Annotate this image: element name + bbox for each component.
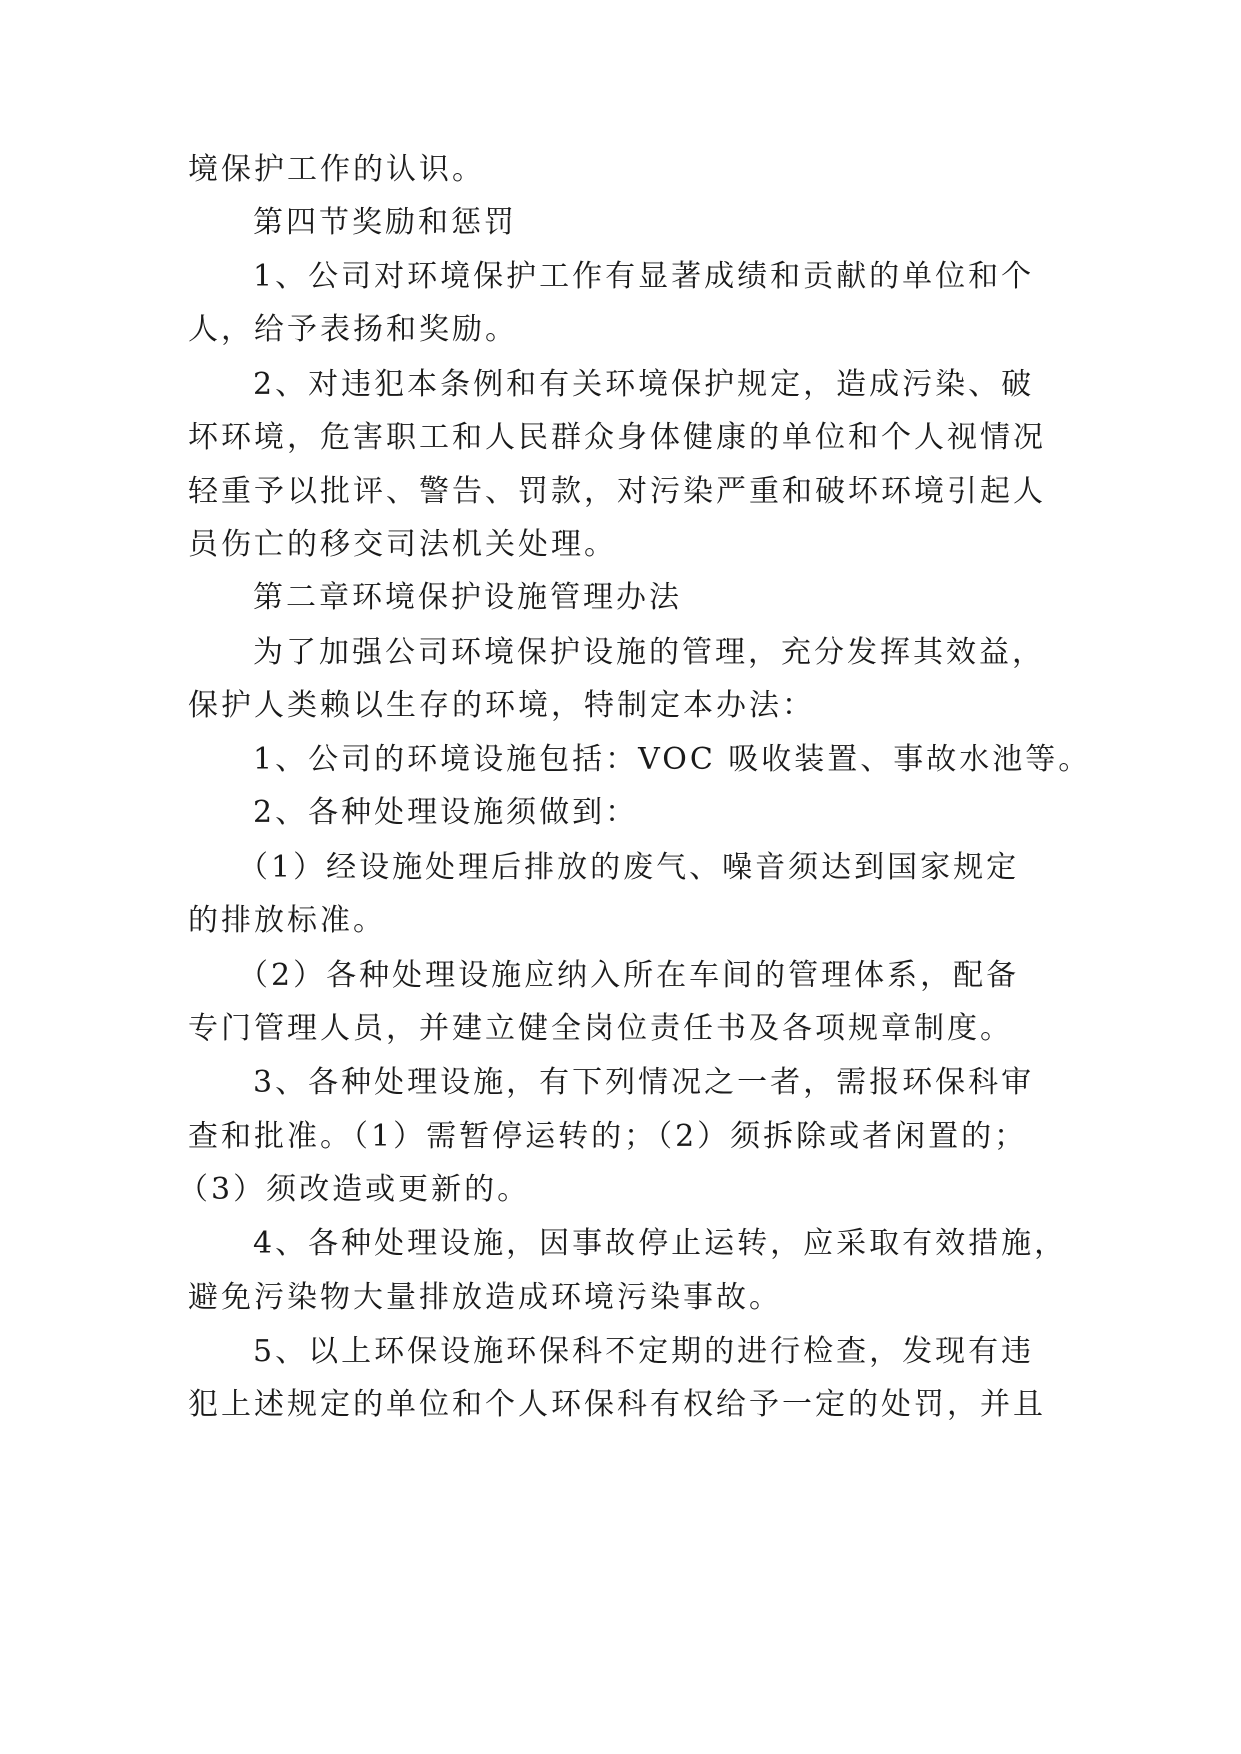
- text-line: 人，给予表扬和奖励。: [188, 312, 518, 347]
- text-line: 4、各种处理设施，因事故停止运转，应采取有效措施，: [253, 1226, 1068, 1261]
- text-line: 保护人类赖以生存的环境，特制定本办法：: [188, 688, 815, 723]
- text-line: 1、公司的环境设施包括：VOC 吸收装置、事故水池等。: [253, 742, 1092, 777]
- text-line: 2、各种处理设施须做到：: [253, 795, 639, 830]
- text-line: 为了加强公司环境保护设施的管理，充分发挥其效益，: [253, 635, 1045, 670]
- text-line: 坏环境，危害职工和人民群众身体健康的单位和个人视情况: [188, 420, 1046, 455]
- text-line: 2、对违犯本条例和有关环境保护规定，造成污染、破: [253, 367, 1035, 402]
- text-line: 员伤亡的移交司法机关处理。: [188, 527, 617, 562]
- chapter-heading: 第二章环境保护设施管理办法: [253, 580, 682, 615]
- text-line: 轻重予以批评、警告、罚款，对污染严重和破坏环境引起人: [188, 474, 1046, 509]
- text-line: 3、各种处理设施，有下列情况之一者，需报环保科审: [253, 1065, 1035, 1100]
- text-line: 的排放标准。: [188, 903, 386, 938]
- text-line: 避免污染物大量排放造成环境污染事故。: [188, 1280, 782, 1315]
- text-line: （2）各种处理设施应纳入所在车间的管理体系，配备: [238, 958, 1020, 993]
- text-line: 专门管理人员，并建立健全岗位责任书及各项规章制度。: [188, 1011, 1013, 1046]
- text-line: 查和批准。（1）需暂停运转的；（2）须拆除或者闲置的；: [188, 1119, 1028, 1154]
- section-heading: 第四节奖励和惩罚: [253, 205, 517, 240]
- text-line: 犯上述规定的单位和个人环保科有权给予一定的处罚，并且: [188, 1387, 1046, 1422]
- text-line: 5、以上环保设施环保科不定期的进行检查，发现有违: [253, 1334, 1035, 1369]
- text-line: 1、公司对环境保护工作有显著成绩和贡献的单位和个: [253, 259, 1035, 294]
- text-line: （1）经设施处理后排放的废气、噪音须达到国家规定: [238, 850, 1020, 885]
- text-line: （3）须改造或更新的。: [178, 1172, 531, 1207]
- text-line: 境保护工作的认识。: [188, 152, 485, 187]
